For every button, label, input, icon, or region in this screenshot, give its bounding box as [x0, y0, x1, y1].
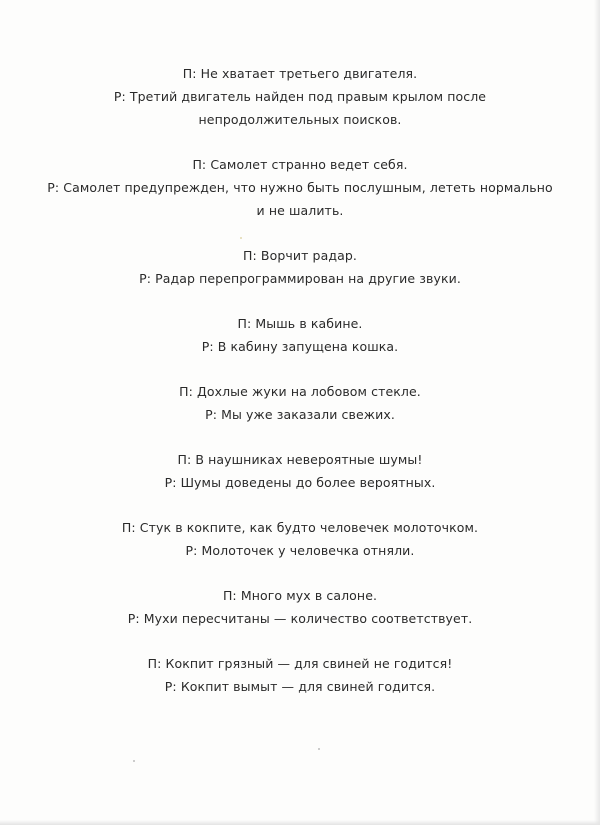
- qa-list: [40, 62, 560, 720]
- response-line: Р: Кокпит вымыт — для свиней годится.: [164, 679, 436, 694]
- problem-line: П: Самолет странно ведет себя.: [192, 157, 408, 172]
- problem-line: П: Стук в кокпите, как будто человечек молоточком.: [121, 520, 479, 535]
- page-bottom-shadow: [0, 820, 600, 825]
- response-line-continued: непродолжительных поисков.: [198, 112, 402, 127]
- qa-entry: [40, 652, 560, 698]
- page-edge-shadow: [594, 0, 600, 825]
- qa-entry: [40, 584, 560, 630]
- response-line: Р: Третий двигатель найден под правым крылом после: [113, 89, 487, 104]
- problem-line: П: Кокпит грязный — для свиней не годится!: [147, 656, 453, 671]
- qa-entry: [40, 153, 560, 222]
- problem-line: П: Много мух в салоне.: [222, 588, 378, 603]
- problem-line: П: Мышь в кабине.: [237, 316, 363, 331]
- qa-entry: [40, 62, 560, 131]
- scan-speck: [133, 760, 135, 762]
- response-line: Р: Радар перепрограммирован на другие звуки.: [139, 271, 461, 286]
- response-line: Р: Шумы доведены до более вероятных.: [164, 475, 436, 490]
- qa-entry: [40, 448, 560, 494]
- problem-line: П: Ворчит радар.: [243, 248, 357, 263]
- response-line-continued: и не шалить.: [256, 203, 344, 218]
- response-line: Р: В кабину запущена кошка.: [201, 339, 399, 354]
- response-line: Р: Мухи пересчитаны — количество соответствует.: [127, 611, 473, 626]
- problem-line: П: В наушниках невероятные шумы!: [177, 452, 423, 467]
- problem-line: П: Дохлые жуки на лобовом стекле.: [179, 384, 421, 399]
- response-line: Р: Самолет предупрежден, что нужно быть послушным, лететь нормально: [47, 180, 553, 195]
- qa-entry: [40, 516, 560, 562]
- qa-entry: [40, 380, 560, 426]
- qa-entry: [40, 312, 560, 358]
- qa-entry: [40, 244, 560, 290]
- response-line: Р: Мы уже заказали свежих.: [205, 407, 395, 422]
- response-line: Р: Молоточек у человечка отняли.: [185, 543, 415, 558]
- scan-speck: [318, 748, 320, 750]
- problem-line: П: Не хватает третьего двигателя.: [182, 66, 418, 81]
